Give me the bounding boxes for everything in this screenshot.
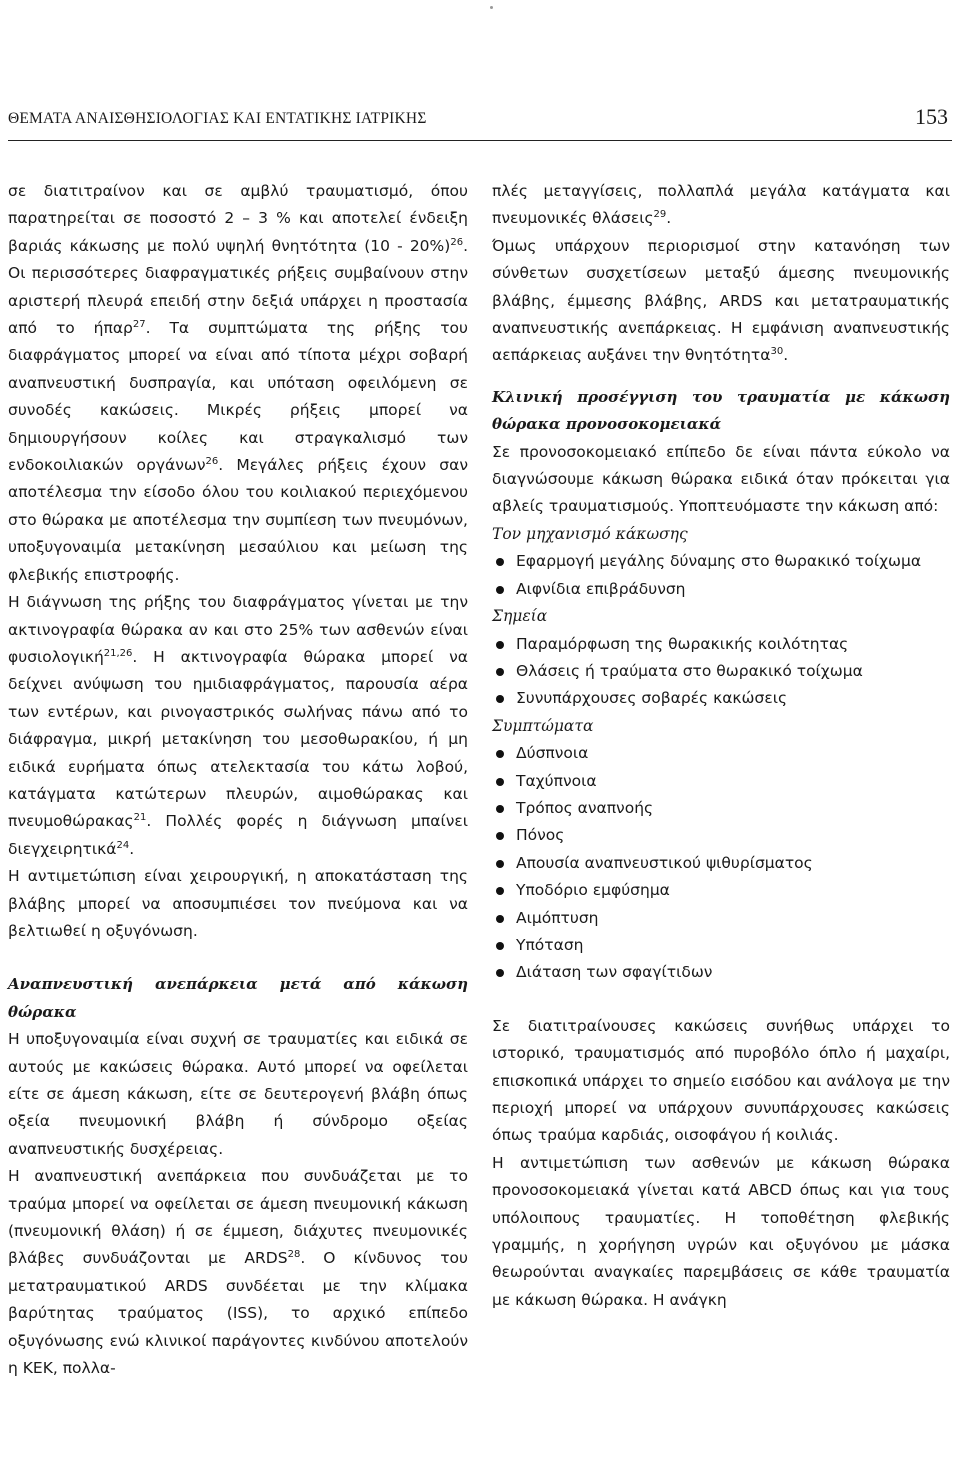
- section-heading: Αναπνευστική ανεπάρκεια μετά από κάκωση θώρακα: [8, 975, 468, 1021]
- mechanism-list: [492, 548, 950, 603]
- citation: 21: [133, 812, 147, 824]
- list-item: Υπόταση: [492, 932, 950, 959]
- list-item: Θλάσεις ή τραύματα στο θωρακικό τοίχωμα: [492, 658, 950, 685]
- citation: 26: [205, 455, 219, 467]
- section-heading: Κλινική προσέγγιση του τραυματία με κάκωση θώρακα προνοσοκομειακά: [492, 387, 950, 434]
- citation: 28: [287, 1249, 301, 1261]
- list-item: Τρόπος αναπνοής: [492, 795, 950, 822]
- symptoms-list: [492, 740, 950, 987]
- list-item: Απουσία αναπνευστικού ψιθυρίσματος: [492, 850, 950, 877]
- paragraph: Η αντιμετώπιση είναι χειρουργική, η αποκατάσταση της βλάβης μπορεί να αποσυμπιέσει τον πνεύμονα και να βελτιωθεί η οξυγόνωση.: [8, 867, 468, 940]
- spacer: [8, 945, 468, 971]
- subheading-signs: Σημεία: [492, 607, 548, 626]
- list-item: Πόνος: [492, 822, 950, 849]
- subheading-symptoms: Συμπτώματα: [492, 716, 594, 735]
- paragraph: Η αντιμετώπιση των ασθενών με κάκωση θώρακα προνοσοκομειακά γίνεται κατά ABCD όπως και για τους υπόλοιπους τραυματίες. Η τοποθέτηση φλεβικής γραμμής, η χορήγηση υγρών και οξυγόνου με μάσκα θεωρούνται αναγκαίες παρεμβάσεις σε κάθε τραυματία με κάκωση θώρακα. Η ανάγκη: [492, 1153, 950, 1309]
- journal-title: ΘΕΜΑΤΑ ΑΝΑΙΣΘΗΣΙΟΛΟΓΙΑΣ ΚΑΙ ΕΝΤΑΤΙΚΗΣ ΙΑΤΡΙΚΗΣ: [8, 110, 427, 127]
- spacer: [492, 987, 950, 1013]
- list-item: Εφαρμογή μεγάλης δύναμης στο θωρακικό τοίχωμα: [492, 548, 950, 575]
- paragraph: Η διάγνωση της ρήξης του διαφράγματος γίνεται με την ακτινογραφία θώρακα αν και στο 25% των ασθενών είναι φυσιολογική$^{21,26}$. Η ακτινογραφία θώρακα μπορεί να δείχνει ανύψωση του ημιδιαφράγματος, παρουσία αέρα των εντέρων, και ρινογαστρικός σωλήνας πάνω από το διάφραγμα, μικρή μετακίνηση του μεσοθωρακίου, ή μη ειδικά ευρήματα όπως ατελεκτασία του κάτω λοβού, κατάγματα κατώτερων πλευρών, αιμοθώρακας και πνευμοθώρακας$^{21}$. Πολλές φορές η διάγνωση μπαίνει διεγχειρητικά$^{24}$.: [8, 593, 468, 858]
- list-item: Αιμόπτυση: [492, 905, 950, 932]
- scan-speck: [490, 6, 493, 9]
- paragraph: πλές μεταγγίσεις, πολλαπλά μεγάλα κατάγματα και πνευμονικές θλάσεις$^{29}$.: [492, 182, 950, 228]
- list-item: Υποδόριο εμφύσημα: [492, 877, 950, 904]
- paragraph: Η αναπνευστική ανεπάρκεια που συνδυάζεται με το τραύμα μπορεί να οφείλεται σε άμεση πνευμονική κάκωση (πνευμονική θλάση) ή σε έμμεση, διάχυτες πνευμονικές βλάβες συνδυάζονται με ARDS$^{28}$. Ο κίνδυνος του μετατραυματικού ARDS συνδέεται με την κλίμακα βαρύτητας τραύματος (ISS), το αρχικό επίπεδο οξυγόνωσης ενώ κλινικοί παράγοντες κινδύνου αποτελούν η ΚΕΚ, πολλα-: [8, 1167, 468, 1378]
- running-header: [8, 104, 952, 140]
- right-column: [492, 178, 950, 1314]
- list-item: Δύσπνοια: [492, 740, 950, 767]
- citation: 27: [132, 318, 146, 330]
- citation: 24: [116, 839, 130, 851]
- list-item: Διάταση των σφαγίτιδων: [492, 959, 950, 986]
- citation: 30: [770, 346, 784, 358]
- subheading-mechanism: Τον μηχανισμό κάκωσης: [492, 524, 688, 543]
- header-rule: [8, 140, 952, 141]
- paragraph: σε διατιτραίνον και σε αμβλύ τραυματισμό, όπου παρατηρείται σε ποσοστό 2 – 3 % και αποτελεί ένδειξη βαριάς κάκωσης με πολύ υψηλή θνητότητα (10 - 20%)$^{26}$. Οι περισσότερες διαφραγματικές ρήξεις συμβαίνουν στην αριστερή πλευρά επειδή στην δεξιά υπάρχει η προστασία από το ήπαρ$^{27}$. Τα συμπτώματα της ρήξης του διαφράγματος μπορεί να είναι από τίποτα μέχρι σοβαρή αναπνευστική δυσπραγία, και υπόταση οφειλόμενη σε συνοδές κακώσεις. Μικρές ρήξεις μπορεί να δημιουργήσουν κοίλες και στραγκαλισμό των ενδοκοιλιακών οργάνων$^{26}$. Μεγάλες ρήξεις έχουν σαν αποτέλεσμα την είσοδο όλου του κοιλιακού περιεχόμενου στο θώρακα με αποτέλεσμα την συμπίεση των πνευμόνων, υποξυγοναιμία μετακίνηση μεσαύλιου και μείωση της φλεβικής επιστροφής.: [8, 182, 468, 584]
- spacer: [492, 370, 950, 384]
- list-item: Αιφνίδια επιβράδυνση: [492, 576, 950, 603]
- list-item: Παραμόρφωση της θωρακικής κοιλότητας: [492, 631, 950, 658]
- paragraph: Όμως υπάρχουν περιορισμοί στην κατανόηση των σύνθετων συσχετίσεων μεταξύ άμεσης πνευμονικής βλάβης, έμμεσης βλάβης, ARDS και μετατραυματικής αναπνευστικής ανεπάρκειας. Η εμφάνιση αναπνευστικής αεπάρκειας αυξάνει την θνητότητα$^{30}$.: [492, 236, 950, 365]
- paragraph: Σε διατιτραίνουσες κακώσεις συνήθως υπάρχει το ιστορικό, τραυματισμός από πυροβόλο όπλο ή μαχαίρι, επισκοπικά υπάρχει το σημείο εισόδου και ανάλογα με την περιοχή μπορεί να υπάρχουν συνυπάρχουσες κακώσεις όπως τραύμα καρδιάς, οισοφάγου ή κοιλιάς.: [492, 1016, 950, 1145]
- list-item: Ταχύπνοια: [492, 768, 950, 795]
- page-number: 153: [915, 104, 948, 129]
- citation: 21,26: [103, 647, 133, 659]
- left-column: [8, 178, 468, 1382]
- paragraph: Σε προνοσοκομειακό επίπεδο δε είναι πάντα εύκολο να διαγνώσουμε κάκωση θώρακα ειδικά όταν πρόκειται για αβλείς τραυματισμούς. Υποπτευόμαστε την κάκωση από:: [492, 442, 950, 516]
- list-item: Συνυπάρχουσες σοβαρές κακώσεις: [492, 685, 950, 712]
- citation: 29: [653, 209, 667, 221]
- paragraph: Η υποξυγοναιμία είναι συχνή σε τραυματίες και ειδικά σε αυτούς με κακώσεις θώρακα. Αυτό μπορεί να οφείλεται είτε σε άμεση κάκωση, είτε σε δευτερογενή βλάβη όπως οξεία πνευμονική βλάβη ή σύνδρομο οξείας αναπνευστικής δυσχέρειας.: [8, 1030, 468, 1158]
- signs-list: [492, 631, 950, 713]
- citation: 26: [450, 236, 464, 248]
